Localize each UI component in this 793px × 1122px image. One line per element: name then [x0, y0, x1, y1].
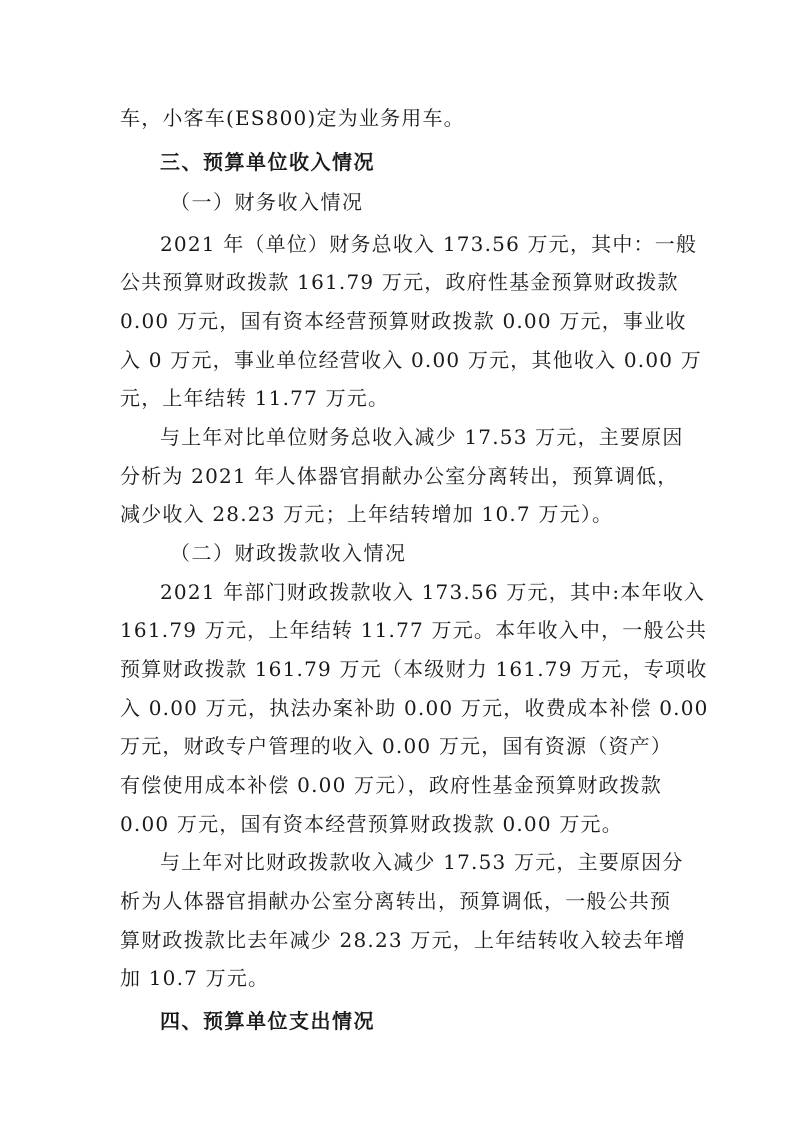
subsection-heading-financial-income: （一）财务收入情况 [170, 190, 364, 214]
paragraph-line: 车，小客车(ES800)定为业务用车。 [120, 106, 465, 130]
section-heading-expenditure: 四、预算单位支出情况 [160, 1009, 375, 1033]
paragraph-line: 预算财政拨款 161.79 万元（本级财力 161.79 万元，专项收 [120, 657, 708, 681]
paragraph-line: 入 0.00 万元，执法办案补助 0.00 万元，收费成本补偿 0.00 [120, 696, 709, 720]
paragraph-line: 减少收入 28.23 万元；上年结转增加 10.7 万元）。 [120, 502, 614, 526]
subsection-heading-fiscal-income: （二）财政拨款收入情况 [170, 541, 407, 565]
paragraph-line: 161.79 万元，上年结转 11.77 万元。本年收入中，一般公共 [120, 618, 708, 642]
paragraph-line: 元，上年结转 11.77 万元。 [120, 386, 390, 410]
paragraph-line: 入 0 万元，事业单位经营收入 0.00 万元，其他收入 0.00 万 [120, 348, 702, 372]
paragraph-line: 公共预算财政拨款 161.79 万元，政府性基金预算财政拨款 [120, 270, 679, 294]
paragraph-line: 算财政拨款比去年减少 28.23 万元，上年结转收入较去年增 [120, 928, 686, 952]
paragraph-line: 2021 年（单位）财务总收入 173.56 万元，其中：一般 [160, 232, 698, 256]
paragraph-line: 析为人体器官捐献办公室分离转出，预算调低，一般公共预 [120, 889, 672, 913]
paragraph-line: 有偿使用成本补偿 0.00 万元），政府性基金预算财政拨款 [120, 773, 663, 797]
paragraph-line: 分析为 2021 年人体器官捐献办公室分离转出，预算调低， [120, 464, 679, 488]
section-heading-income: 三、预算单位收入情况 [160, 150, 375, 174]
paragraph-line: 0.00 万元，国有资本经营预算财政拨款 0.00 万元。 [120, 812, 623, 836]
paragraph-line: 与上年对比单位财务总收入减少 17.53 万元，主要原因 [160, 425, 684, 449]
paragraph-line: 加 10.7 万元。 [120, 966, 270, 990]
paragraph-line: 2021 年部门财政拨款收入 173.56 万元，其中:本年收入 [160, 580, 706, 604]
paragraph-line: 与上年对比财政拨款收入减少 17.53 万元，主要原因分 [160, 850, 684, 874]
paragraph-line: 万元，财政专户管理的收入 0.00 万元，国有资源（资产） [120, 734, 673, 758]
paragraph-line: 0.00 万元，国有资本经营预算财政拨款 0.00 万元，事业收 [120, 309, 687, 333]
